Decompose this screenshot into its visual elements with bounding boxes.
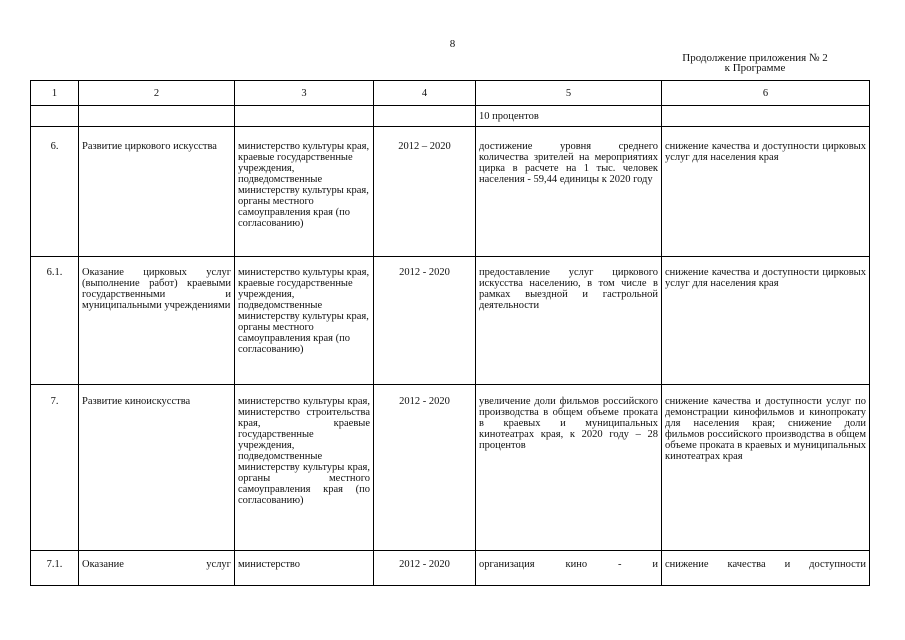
table-row (31, 257, 870, 385)
consequences-cell: снижение качества и доступности цирковых услуг для населения края (662, 257, 870, 385)
measure-name: Оказание цирковых услуг (выполнение работ) краевыми государственными и муниципальными учреждениями (79, 257, 235, 385)
appendix-line-1: Продолжение приложения № 2 (682, 52, 828, 64)
header-cell: 4 (374, 81, 476, 106)
years-cell: 2012 - 2020 (374, 385, 476, 551)
row-number: 6.1. (31, 257, 79, 385)
executors-cell: министерство культуры края, министерство строительства края, краевые государственные учреждения, подведомственные министерству культуры края, органы местного самоуправления края (по согласованию) (235, 385, 374, 551)
header-cell: 3 (235, 81, 374, 106)
cell-empty (662, 106, 870, 127)
header-cell: 2 (79, 81, 235, 106)
row-number: 6. (31, 127, 79, 257)
cell-empty (235, 106, 374, 127)
result-cell: предоставление услуг циркового искусства населению, в том числе в рамках выездной и гастрольной деятельности (476, 257, 662, 385)
executors-cell: министерство культуры края, краевые государственные учреждения, подведомственные министерству культуры края, органы местного самоуправления края (по согласованию) (235, 127, 374, 257)
measure-name: Развитие циркового искусства (79, 127, 235, 257)
row-number: 7.1. (31, 551, 79, 586)
header-cell: 5 (476, 81, 662, 106)
row-number: 7. (31, 385, 79, 551)
years-cell: 2012 – 2020 (374, 127, 476, 257)
table-row (31, 385, 870, 551)
executors-cell: министерство культуры края, краевые государственные учреждения, подведомственные министерству культуры края, органы местного самоуправления края (по согласованию) (235, 257, 374, 385)
measure-name: Развитие киноискусства (79, 385, 235, 551)
measure-name: Оказание услуг (79, 551, 235, 586)
consequences-cell: снижение качества и доступности цирковых услуг для населения края (662, 127, 870, 257)
result-cell: организация кино - и (476, 551, 662, 586)
table-row-continuation (31, 106, 870, 127)
executors-cell: министерство (235, 551, 374, 586)
result-cell: достижение уровня среднего количества зрителей на мероприятиях цирка в расчете на 1 тыс. человек населения - 59,44 единицы к 2020 году (476, 127, 662, 257)
table-header-row (31, 81, 870, 106)
cell-empty (31, 106, 79, 127)
appendix-caption (640, 53, 870, 73)
page-number: 8 (449, 38, 456, 50)
years-cell: 2012 - 2020 (374, 551, 476, 586)
continuation-result-cell: 10 процентов (476, 106, 662, 127)
consequences-cell: снижение качества и доступности услуг по демонстрации кинофильмов и кинопрокату для населения края; снижение доли фильмов российского производства в общем объеме проката в краевых и муниципальных кинотеатрах края (662, 385, 870, 551)
table-row (31, 127, 870, 257)
result-cell: увеличение доли фильмов российского производства в общем объеме проката в краевых и муниципальных кинотеатрах края, к 2020 году – 28 процентов (476, 385, 662, 551)
consequences-cell: снижение качества и доступности (662, 551, 870, 586)
appendix-line-2: к Программе (724, 62, 786, 74)
years-cell: 2012 - 2020 (374, 257, 476, 385)
program-table (30, 80, 870, 586)
cell-empty (79, 106, 235, 127)
table-row (31, 551, 870, 586)
header-cell: 1 (31, 81, 79, 106)
header-cell: 6 (662, 81, 870, 106)
cell-empty (374, 106, 476, 127)
